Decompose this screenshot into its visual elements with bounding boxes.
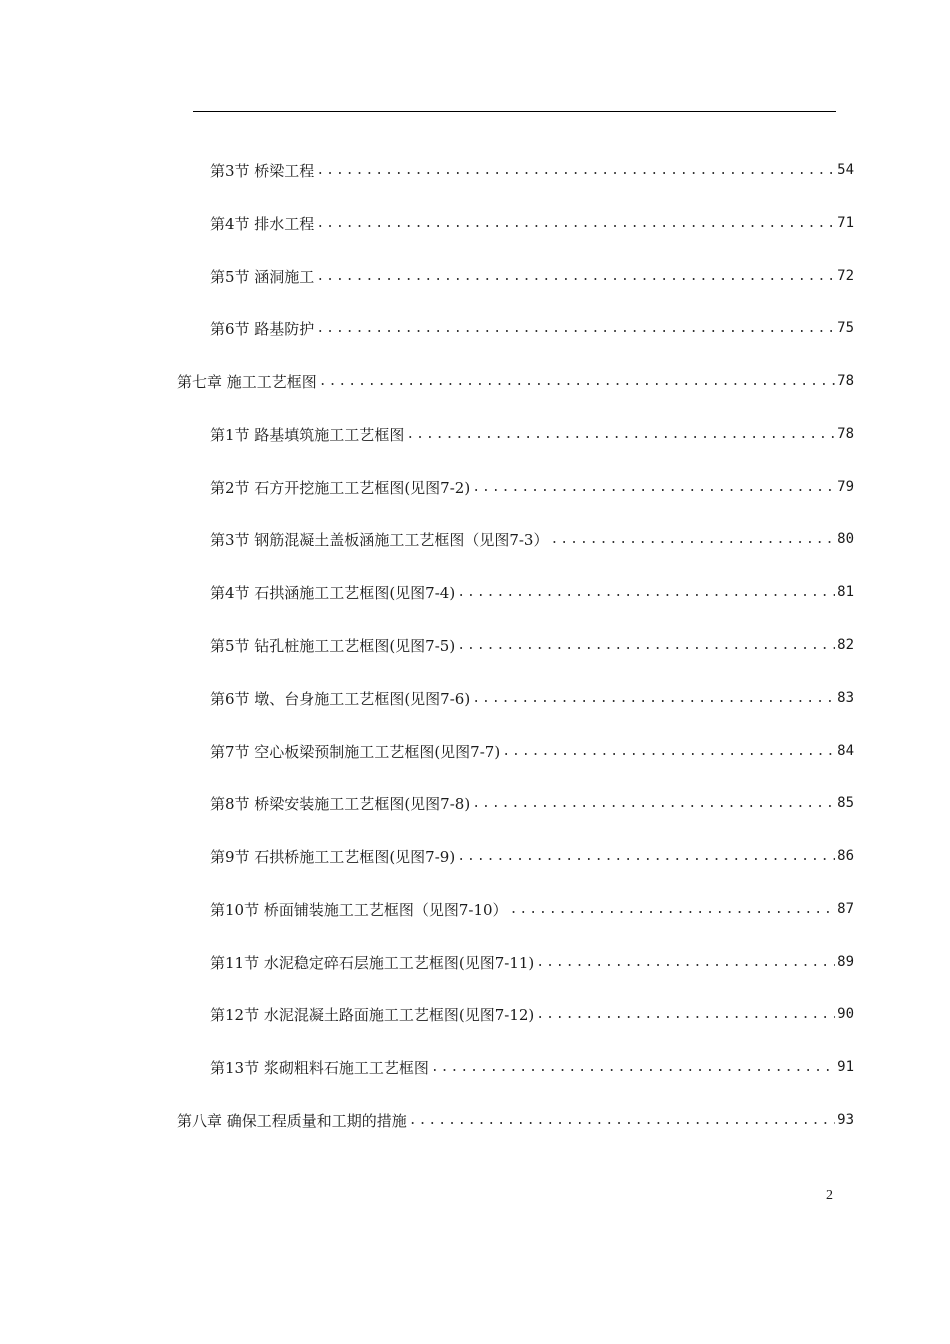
dot-leader (316, 163, 835, 178)
dot-leader (316, 321, 835, 336)
toc-entry[interactable] (210, 212, 854, 234)
dot-leader (472, 480, 835, 495)
toc-entry-title: 第八章 确保工程质量和工期的措施 (177, 1111, 407, 1130)
dot-leader (472, 796, 835, 811)
toc-entry-title: 第12节 水泥混凝土路面施工工艺框图(见图7-12) (210, 1005, 535, 1024)
toc-entry-page: 75 (837, 320, 854, 336)
toc-entry-title: 第11节 水泥稳定碎石层施工工艺框图(见图7-11) (210, 953, 535, 972)
toc-entry-page: 85 (837, 795, 854, 811)
toc-entry[interactable] (210, 159, 854, 181)
toc-entry-page: 72 (837, 268, 854, 284)
toc-entry-title: 第4节 石拱涵施工工艺框图(见图7-4) (210, 583, 456, 602)
toc-entry[interactable] (210, 476, 854, 498)
header-rule (193, 111, 836, 112)
toc-entry-page: 82 (837, 637, 854, 653)
toc-entry-page: 84 (837, 743, 854, 759)
toc-entry-title: 第6节 路基防护 (210, 319, 315, 338)
dot-leader (536, 1007, 835, 1022)
toc-entry[interactable] (210, 687, 854, 709)
toc-entry-page: 80 (837, 531, 854, 547)
toc-entry-title: 第6节 墩、台身施工工艺框图(见图7-6) (210, 689, 471, 708)
toc-entry[interactable] (210, 423, 854, 445)
toc-entry-page: 83 (837, 690, 854, 706)
toc-entry-page: 78 (837, 426, 854, 442)
dot-leader (316, 269, 835, 284)
toc-entry-page: 54 (837, 162, 854, 178)
dot-leader (406, 427, 835, 442)
toc-entry-page: 87 (837, 901, 854, 917)
toc-entry-title: 第七章 施工工艺框图 (177, 372, 317, 391)
toc-entry-title: 第1节 路基填筑施工工艺框图 (210, 425, 405, 444)
page-number: 2 (826, 1188, 833, 1203)
dot-leader (431, 1060, 835, 1075)
toc-entry[interactable] (210, 898, 854, 920)
toc-entry-page: 86 (837, 848, 854, 864)
toc-entry-page: 91 (837, 1059, 854, 1075)
dot-leader (502, 744, 835, 759)
toc-entry[interactable] (210, 317, 854, 339)
toc-entry[interactable] (210, 845, 854, 867)
dot-leader (510, 902, 836, 917)
dot-leader (457, 585, 835, 600)
toc-entry[interactable] (210, 634, 854, 656)
toc-entry-title: 第9节 石拱桥施工工艺框图(见图7-9) (210, 847, 456, 866)
toc-entry[interactable] (210, 265, 854, 287)
toc-entry-title: 第4节 排水工程 (210, 214, 315, 233)
dot-leader (550, 532, 835, 547)
toc-entry[interactable] (210, 528, 854, 550)
toc-entry[interactable] (210, 1003, 854, 1025)
toc-entry[interactable] (210, 792, 854, 814)
dot-leader (457, 849, 835, 864)
toc-entry-title: 第10节 桥面铺装施工工艺框图（见图7-10） (210, 900, 508, 919)
dot-leader (536, 955, 835, 970)
toc-entry-title: 第8节 桥梁安装施工工艺框图(见图7-8) (210, 794, 471, 813)
toc-chapter-entry[interactable] (177, 370, 854, 392)
toc-entry[interactable] (210, 951, 854, 973)
toc-entry[interactable] (210, 740, 854, 762)
toc-entry-title: 第3节 钢筋混凝土盖板涵施工工艺框图（见图7-3） (210, 530, 549, 549)
toc-entry-title: 第13节 浆砌粗料石施工工艺框图 (210, 1058, 429, 1077)
toc-entry-title: 第7节 空心板梁预制施工工艺框图(见图7-7) (210, 742, 501, 761)
toc-chapter-entry[interactable] (177, 1109, 854, 1131)
toc-entry-page: 90 (837, 1006, 854, 1022)
dot-leader (319, 374, 835, 389)
toc-entry-page: 71 (837, 215, 854, 231)
toc-entry-title: 第5节 涵洞施工 (210, 267, 315, 286)
toc-entry-page: 89 (837, 954, 854, 970)
dot-leader (472, 691, 835, 706)
toc-entry-page: 93 (837, 1112, 854, 1128)
toc-entry-page: 78 (837, 373, 854, 389)
toc-entry-title: 第3节 桥梁工程 (210, 161, 315, 180)
toc-entry-title: 第2节 石方开挖施工工艺框图(见图7-2) (210, 478, 471, 497)
toc-entry-page: 79 (837, 479, 854, 495)
toc-entry[interactable] (210, 1056, 854, 1078)
toc-entry-title: 第5节 钻孔桩施工工艺框图(见图7-5) (210, 636, 456, 655)
dot-leader (409, 1113, 835, 1128)
toc-entry[interactable] (210, 581, 854, 603)
toc-entry-page: 81 (837, 584, 854, 600)
dot-leader (316, 216, 835, 231)
dot-leader (457, 638, 835, 653)
